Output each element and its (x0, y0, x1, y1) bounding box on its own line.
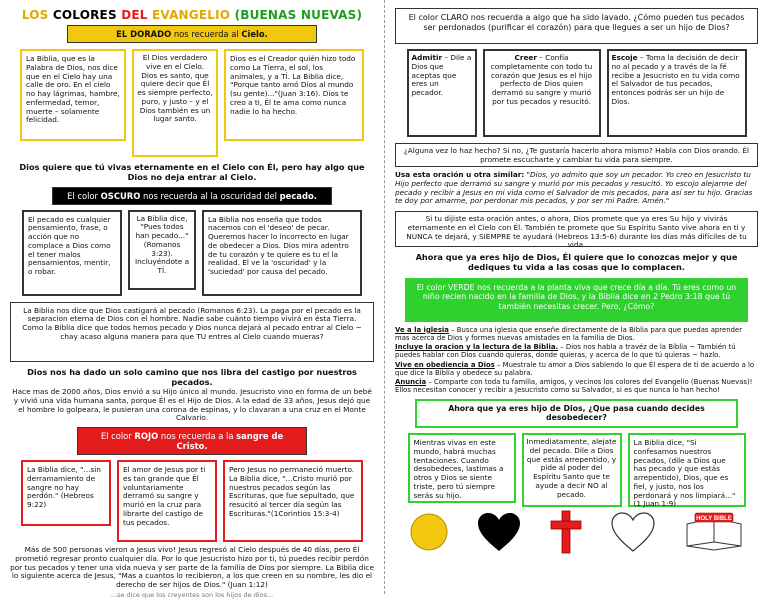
prayer: Usa esta oración u otra similar: "Dios, yo admito que soy un pecador. Yo creo en Jesucristo tu Hijo perfecto que derramó su sangre y murió por mis pecados y resucitó. Yo escojo alejarme del pecado y recibir a Jesus en mi vida como el Salvador de mis pecados, para así ser tu hijo. Gracias te doy por amarme, por perdonar mis pecados, y por ser mi Padre. Amén." (395, 170, 753, 206)
page-title: LOS COLORES DEL EVANGELIO (BUENAS NUEVAS) (21, 8, 363, 22)
green-boxes (395, 433, 758, 507)
red-box: El amor de Jesus por ti es tan grande que Él voluntariamente derramó su sangre y murió en la cruz para librarte del castigo de tus pecados. (117, 460, 217, 542)
closing-text: Más de 500 personas vieron a Jesus vivo! Jesus regresó al Cielo después de 40 días, pero Él prometió regresar pronto cualquier día. Por lo que Jesucristo hizo por ti, tú puedes recibir perdón por tus pecados y tener una vida nueva y ser parte de la familia de Dios por siempre. La Biblia dice lo siguiente acerca de Jesus, "Mas a cuantos lo recibieron, a los que creen en su nombre, les dio el derecho de ser hijos de Dios." (Juan 1:12) (10, 545, 374, 589)
step-choose: Escoje – Toma la decisión de decir no al pecado y a través de la fé recibe a Jesucristo en tu vida como el Salvador de tus pecados, entonces podrás ser un hijo de Dios. (607, 49, 747, 137)
dorado-banner: EL DORADO nos recuerda al Cielo. (67, 25, 317, 43)
step-believe: Creer – Confía completamente con todo tu corazón que Jesus es el hijo perfecto de Dios quien derramó su sangre y murió por tus pecados y resucitó. (483, 49, 601, 137)
statement-one-way: Dios nos ha dado un solo camino que nos libra del castigo por nuestros pecados. (27, 366, 357, 387)
green-box: La Biblia dice, "Si confesamos nuestros pecados, (dile a Dios que has pecado y que estás arrepentido), Dios, que es fiel, y justo, nos los perdonará y nos limpiará..." (1 Juan 1:9) (628, 433, 746, 507)
history-text: Hace mas de 2000 años, Dios envió a su Hijo único al mundo. Jesucristo vino en forma de un bebé y vivió una vida humana santa, porque Él es el Hijo de Dios. A la edad de 33 años, Jesus dejó que el hombre lo golpeara, le pusieran una corona de espinas, y lo clavaran a una cruz en el Monte Calvario. (12, 387, 372, 423)
white-heart-icon (610, 511, 656, 553)
dark-boxes (10, 210, 374, 296)
left-page (0, 0, 384, 599)
oscuro-banner: El color OSCURO nos recuerda al la oscuridad del pecado. (52, 187, 332, 205)
holy-bible-icon (683, 512, 745, 552)
growth-item: Anuncia – Comparte con toda tu familia, amigos, y vecinos los colores del Evangelio (Buenas Nuevas)! Ellos necesitan conocer y recibir a Jesucristo como su Salvador, si es que nunca lo han hecho! (395, 378, 753, 395)
promise-box: Si tu dijiste esta oración antes, o ahora, Dios promete que ya eres Su hijo y vivirás eternamente en el Cielo con Él. También te promete que Su Espíritu Santo vive ahora en ti y NUNCA te dejará, y SIEMPRE te ayudará (Hebreos 13:5-6) durante los días más difíciles de tu vida. (395, 211, 758, 247)
cutoff-text: ...se dice que los creyentes son los hijos de dios... (110, 590, 274, 599)
growth-list (395, 326, 758, 395)
gold-box: El Dios verdadero vive en el Cielo. Dios es santo, que quiere decir que Él es siempre perfecto, puro, y justo – y el Dios también es un lugar santo. (132, 49, 218, 157)
verde-banner: El color VERDE nos recuerda a la planta viva que crece día a día. Tú eres como un niño recien nacido en la familia de Dios, y la Biblia dice en 2 Pedro 3:18 que tú también necesitas crecer. Pero, ¿Cómo? (405, 278, 748, 322)
red-box: Pero Jesus no permaneció muerto. La Biblia dice, "...Cristo murió por nuestros pecados según las Escrituras, que fue sepultado, que resucitó al tercer día según las Escrituras."(1Corintios 15:3-4) (223, 460, 363, 542)
statement-grow: Ahora que ya eres hijo de Dios, Él quiere que lo conozcas mejor y que dediques tu vida a las cosas que lo complacen. (415, 252, 738, 273)
gold-box: La Biblia, que es la Palabra de Dios, nos dice que en el Cielo hay una calle de oro. En el cielo no hay lágrimas, hambre, enfermedad, temor, muerte – solamente felicidad. (20, 49, 126, 141)
step-admit: Admitir – Dile a Dios que aceptas que eres un pecador. (407, 49, 477, 137)
rojo-banner: El color ROJO nos recuerda a la sangre de Cristo. (77, 427, 307, 455)
dark-box: El pecado es cualquier pensamiento, frase, o acción que no complace a Dios como el tener malos pensamientos, mentir, o robar. (22, 210, 122, 296)
red-boxes (10, 460, 374, 542)
green-box: Mientras vivas en este mundo, habrá muchas tentaciones. Cuando desobedeces, lastimas a otros y Dios se siente triste, pero tú siempre serás su hijo. (408, 433, 516, 503)
red-cross-icon (549, 510, 583, 554)
green-box: Inmediatamente, alejate del pecado. Dile a Dios que estás arrepentido, y pide al poder del Espíritu Santo que te ayude a decir NO al pecado. (522, 433, 622, 507)
dark-box: La Biblia dice, "Pues todos han pecado..." (Romanos 3:23). Incluyéndote a TÍ. (128, 210, 196, 290)
green-question: Ahora que ya eres hijo de Dios, ¿Que pasa cuando decides desobedecer? (415, 399, 738, 428)
right-page (384, 0, 768, 594)
claro-box: El color CLARO nos recuerda a algo que ha sido lavado. ¿Cómo pueden tus pecados ser perdonados (purificar el corazón) para que llegues a ser un hijo de Dios? (395, 8, 758, 44)
statement-heaven: Dios quiere que tú vivas eternamente en el Cielo con Él, pero hay algo que Dios no deja entrar al Cielo. (19, 162, 365, 183)
color-icons (395, 507, 758, 557)
steps-row (395, 49, 758, 137)
red-box: La Biblia dice, "...sin derramamiento de sangre no hay perdón." (Hebreos 9:22) (21, 460, 111, 526)
growth-item: Incluye la oracion y la lectura de la Biblia. – Dios nos habla a travéz de la Biblia ~ También tú puedes hablar con Dios cuando quieras, donde quieras, y acerca de lo que tú quieras ~ hazlo. (395, 343, 736, 360)
growth-item: Ve a la iglesia – Busca una iglesia que enseñe directamente de la Biblia para que puedas aprender mas acerca de Dios y formes nuevas amistades en la familia de Dios. (395, 325, 743, 342)
bible-label: HOLY BIBLE (695, 516, 732, 523)
gold-boxes (10, 49, 374, 157)
gold-circle-icon (409, 512, 449, 552)
dark-box: La Biblia nos enseña que todos nacemos con el 'deseo' de pecar. Queremos hacer lo incorrecto en lugar de obedecer a Dios. Dios mira adentro de tu corazón y te quiere es tu el la realidad. El ve la 'oscuridad' y la 'suciedad' por causa del pecado. (202, 210, 362, 296)
black-heart-icon (476, 511, 522, 553)
gold-box: Dios es el Creador quién hizo todo como La Tierra, el sol, los animales, y a TÍ. La Biblia dice, "Porque tanto amó Dios al mundo (su gente)..."(Juan 3:16). Dios te creo a ti, Él te ama como nunca nadie lo ha hecho. (224, 49, 364, 141)
question-box: ¿Alguna vez lo haz hecho? Si no, ¿Te gustaría hacerlo ahora mismo? Habla con Dios orando. Él promete escucharte y cambiar tu vida para siempre. (395, 143, 758, 167)
romans-box: La Biblia nos dice que Dios castigará al pecado (Romanos 6:23). La paga por el pecado es la separacion eterna de Dios con el hombre. Nadie sabe cuánto tiempo vivirá en ésta Tierra. Como la Biblia dice que todos hemos pecado y Dios nunca dejará al pecado entrar al Cielo ~ chay acaso alguna manera para que TU entres al Cielo cuando mueras? (10, 302, 374, 362)
growth-item: Vive en obediencia a Dios – Muestrale tu amor a Dios sabiendo lo que Él espera de ti de acuerdo a lo que dice la Biblia y obedece su palabra. (395, 360, 755, 377)
